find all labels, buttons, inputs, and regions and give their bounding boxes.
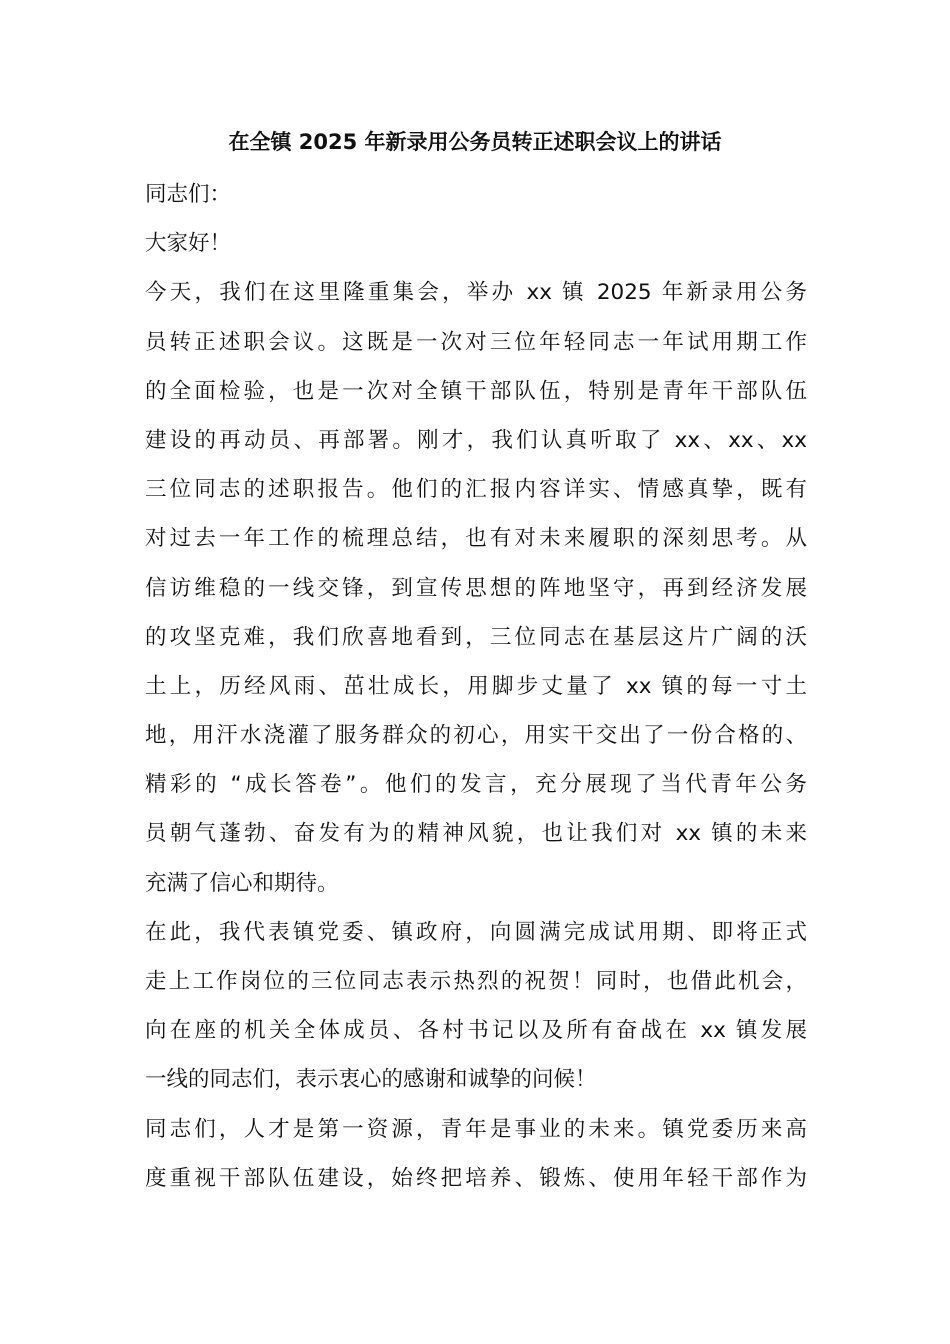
text-line: 一线的同志们，表示衷心的感谢和诚挚的问候！ (145, 1067, 597, 1093)
text-line: 土上，历经风雨、茁壮成长，用脚步丈量了 xx 镇的每一寸土 (145, 673, 807, 699)
text-line: 的攻坚克难，我们欣喜地看到，三位同志在基层这片广阔的沃 (145, 624, 807, 650)
text-line: 信访维稳的一线交锋，到宣传思想的阵地坚守，再到经济发展 (145, 575, 807, 601)
text-line: 员转正述职会议。这既是一次对三位年轻同志一年试用期工作 (145, 329, 807, 355)
text-line: 充满了信心和期待。 (145, 870, 339, 896)
document-title: 在全镇 2025 年新录用公务员转正述职会议上的讲话 (228, 130, 722, 154)
text-line: 同志们，人才是第一资源，青年是事业的未来。镇党委历来高 (145, 1116, 807, 1142)
text-line: 向在座的机关全体成员、各村书记以及所有奋战在 xx 镇发展 (145, 1018, 807, 1044)
text-line: 员朝气蓬勃、奋发有为的精神风貌，也让我们对 xx 镇的未来 (145, 821, 807, 847)
text-line: 今天，我们在这里隆重集会，举办 xx 镇 2025 年新录用公务 (145, 280, 807, 306)
text-line: 度重视干部队伍建设，始终把培养、锻炼、使用年轻干部作为 (145, 1165, 807, 1191)
text-line: 在此，我代表镇党委、镇政府，向圆满完成试用期、即将正式 (145, 919, 807, 945)
salutation-line: 同志们： (145, 182, 232, 207)
greeting-line: 大家好！ (145, 231, 232, 257)
text-line: 对过去一年工作的梳理总结，也有对未来履职的深刻思考。从 (145, 526, 807, 552)
text-line: 的全面检验，也是一次对全镇干部队伍，特别是青年干部队伍 (145, 378, 807, 404)
text-line: 精彩的 “成长答卷”。他们的发言，充分展现了当代青年公务 (145, 772, 807, 798)
text-line: 走上工作岗位的三位同志表示热烈的祝贺！同时，也借此机会， (145, 969, 807, 994)
text-line: 地，用汗水浇灌了服务群众的初心，用实干交出了一份合格的、 (145, 723, 807, 749)
text-line: 三位同志的述职报告。他们的汇报内容详实、情感真挚，既有 (145, 477, 807, 503)
text-line: 建设的再动员、再部署。刚才，我们认真听取了 xx、xx、xx (145, 427, 807, 453)
document-body (145, 170, 807, 1203)
